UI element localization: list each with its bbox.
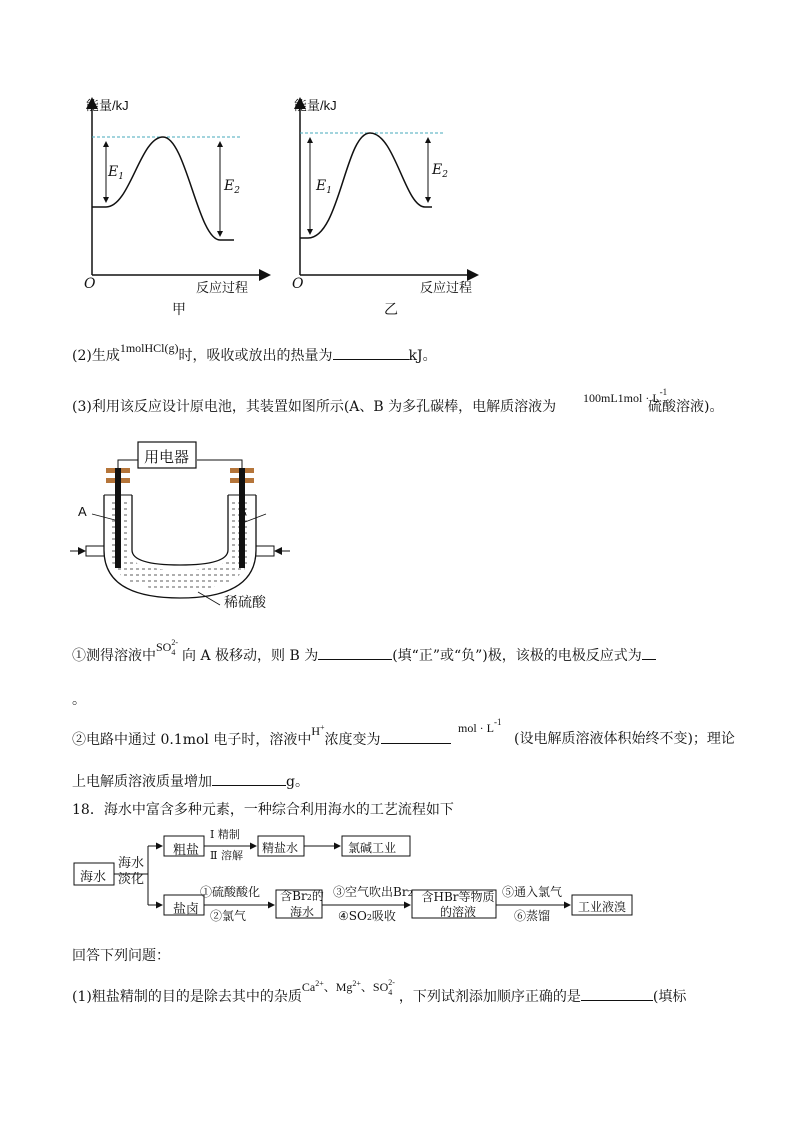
flow-br2-seawater: 含Br2的海水 xyxy=(280,889,324,919)
origin-right: O xyxy=(292,276,304,292)
e2-label-left: $E_2$ xyxy=(224,178,240,196)
question-3-2-line2: 上电解质溶液质量增加 g。 xyxy=(72,771,309,792)
question-3: (3)利用该反应设计原电池，其装置如图所示(A、B 为多孔碳棒，电解质溶液为 xyxy=(72,399,557,415)
flow-chlor-alkali: 氯碱工业 xyxy=(348,841,397,855)
question-3-1: ①测得溶液中$SO_4^{2-}$向 A 极移动，则 B 为 (填“正”或“负”)极，该极的电极反应式为 xyxy=(72,645,656,668)
answer-blank-electrode-sign[interactable] xyxy=(318,645,392,660)
q3-2-unit: mol · $L^{-1}$ xyxy=(458,717,502,735)
flow-desalination: 海水淡化 xyxy=(118,856,145,887)
flow-step-i: Ⅰ 精制 xyxy=(210,828,240,841)
caption-jia: 甲 xyxy=(172,302,186,318)
flow-step-ii: Ⅱ 溶解 xyxy=(210,849,243,862)
question-2: (2)生成1molHCl(g)时，吸收或放出的热量为 kJ。 xyxy=(72,341,437,364)
e2-label-right: $E_2$ xyxy=(432,162,448,180)
q3-concentration: $100mL1mol \cdot L^{-1}$ xyxy=(583,387,668,405)
x-axis-label-right: 反应过程 xyxy=(420,280,473,295)
answer-prompt: 回答下列问题： xyxy=(72,948,170,964)
electrode-a-label: A xyxy=(78,504,87,519)
flow-distill: ⑥蒸馏 xyxy=(514,909,551,923)
answer-blank-reagent-order[interactable] xyxy=(581,986,653,1001)
acid-label: 稀硫酸 xyxy=(224,595,266,611)
origin-left: O xyxy=(84,276,96,292)
flow-liquid-bromine: 工业液溴 xyxy=(578,900,627,914)
y-axis-label-right: 能量/kJ xyxy=(294,98,337,113)
answer-blank-mass[interactable] xyxy=(212,771,286,786)
q3-1-end: 。 xyxy=(72,692,86,708)
question-3-2: ②电路中通过 0.1mol 电子时，溶液中H+浓度变为 xyxy=(72,729,451,752)
flow-hbr-solution: 含HBr等物质 的溶液 xyxy=(421,890,495,919)
flow-refined-brine: 精盐水 xyxy=(262,841,299,855)
flow-air-blow: ③空气吹出Br2 xyxy=(333,885,413,899)
answer-blank-q2[interactable] xyxy=(333,345,409,360)
electrode-b-label: B xyxy=(238,504,247,519)
answer-blank-h-conc[interactable] xyxy=(381,729,451,744)
q3-2-tail: (设电解质溶液体积始终不变)；理论 xyxy=(514,731,735,747)
flow-crude-salt: 粗盐 xyxy=(173,843,200,858)
flow-seawater: 海水 xyxy=(80,870,107,885)
caption-yi: 乙 xyxy=(384,302,398,318)
answer-blank-electrode-equation[interactable] xyxy=(642,645,656,660)
flow-so2-absorb: ④SO2吸收 xyxy=(338,909,396,923)
question-18-title: 18．海水中富含多种元素，一种综合利用海水的工艺流程如下 xyxy=(72,802,454,818)
flow-chlorine-in: ⑤通入氯气 xyxy=(502,885,563,899)
q3-tail: 硫酸溶液)。 xyxy=(648,399,724,415)
device-label: 用电器 xyxy=(144,448,190,466)
e1-label-left: $E_1$ xyxy=(108,164,124,182)
question-18-1: (1)粗盐精制的目的是除去其中的杂质$Ca^{2+}$、$Mg^{2+}$、$SO_4^{2-}$，下列试剂添加顺序正确的是 (填标 xyxy=(72,978,687,1005)
flow-acidify: ①硫酸酸化 xyxy=(200,885,261,899)
graph-jia xyxy=(92,100,268,275)
flow-chlorine: ②氯气 xyxy=(210,909,247,923)
y-axis-label-left: 能量/kJ xyxy=(86,98,129,113)
flow-bittern: 盐卤 xyxy=(173,902,200,917)
e1-label-right: $E_1$ xyxy=(316,178,332,196)
x-axis-label-left: 反应过程 xyxy=(196,280,249,295)
